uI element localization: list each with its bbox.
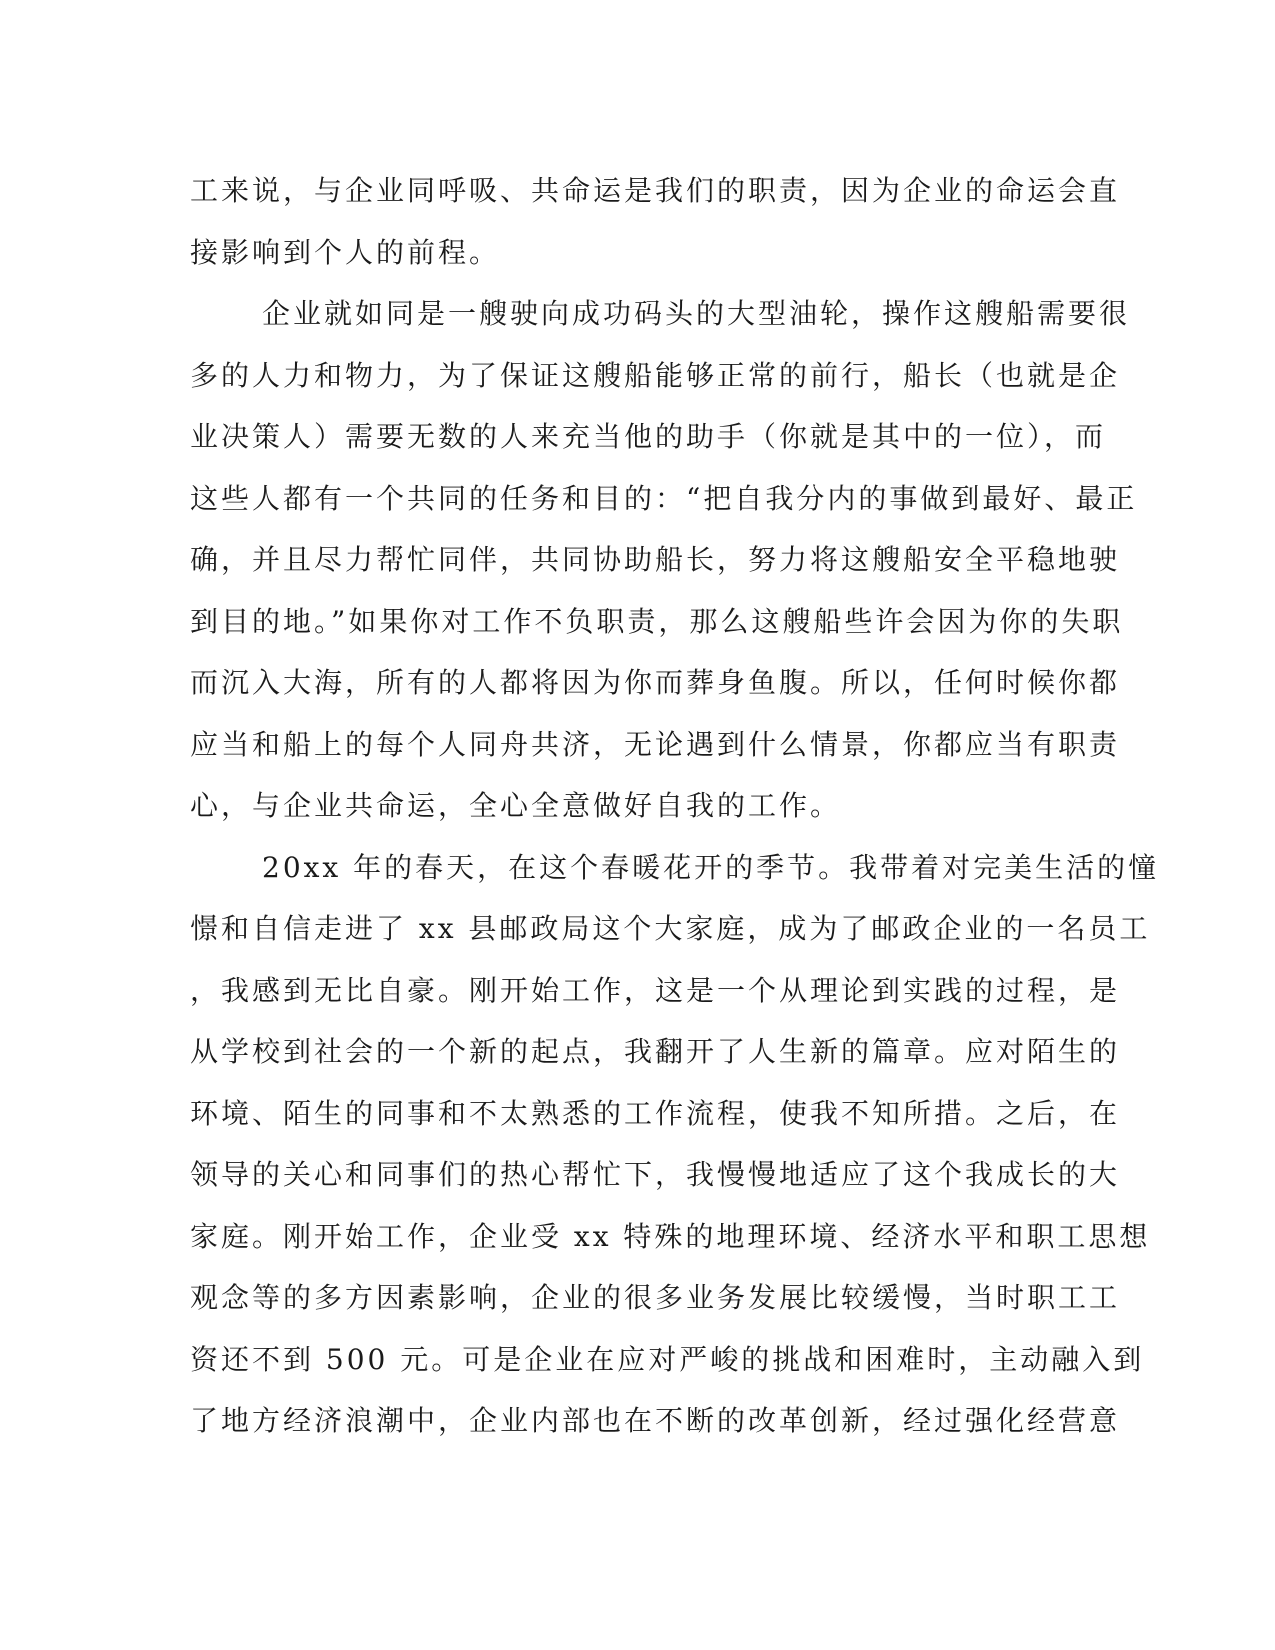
text-line: 从学校到社会的一个新的起点，我翻开了人生新的篇章。应对陌生的 <box>190 1035 1121 1068</box>
text-line: ，我感到无比自豪。刚开始工作，这是一个从理论到实践的过程，是 <box>190 973 1121 1007</box>
text-line: 到目的地。”如果你对工作不负职责，那么这艘船些许会因为你的失职 <box>190 604 1124 638</box>
text-line: 家庭。刚开始工作，企业受 xx 特殊的地理环境、经济水平和职工思想 <box>190 1219 1151 1253</box>
body-text <box>190 160 1160 1452</box>
text-line: 接影响到个人的前程。 <box>190 235 501 269</box>
text-line: 憬和自信走进了 xx 县邮政局这个大家庭，成为了邮政企业的一名员工 <box>190 912 1151 945</box>
text-line: 应当和船上的每个人同舟共济，无论遇到什么情景，你都应当有职责 <box>190 727 1121 761</box>
text-line: 工来说，与企业同呼吸、共命运是我们的职责，因为企业的命运会直 <box>190 174 1121 207</box>
text-line: 确，并且尽力帮忙同伴，共同协助船长，努力将这艘船安全平稳地驶 <box>190 543 1121 576</box>
text-line: 观念等的多方因素影响，企业的很多业务发展比较缓慢，当时职工工 <box>190 1281 1121 1314</box>
text-line: 环境、陌生的同事和不太熟悉的工作流程，使我不知所措。之后，在 <box>190 1096 1121 1130</box>
text-line: 资还不到 500 元。可是企业在应对严峻的挑战和困难时，主动融入到 <box>190 1342 1145 1376</box>
paragraph-start-line: 企业就如同是一艘驶向成功码头的大型油轮，操作这艘船需要很 <box>262 297 1131 330</box>
paragraph-start-line: 20xx 年的春天，在这个春暖花开的季节。我带着对完美生活的憧 <box>262 850 1160 884</box>
text-line: 这些人都有一个共同的任务和目的：“把自我分内的事做到最好、最正 <box>190 481 1138 515</box>
text-line: 业决策人）需要无数的人来充当他的助手（你就是其中的一位），而 <box>190 420 1107 453</box>
text-line: 多的人力和物力，为了保证这艘船能够正常的前行，船长（也就是企 <box>190 358 1121 392</box>
text-line: 领导的关心和同事们的热心帮忙下，我慢慢地适应了这个我成长的大 <box>190 1158 1121 1191</box>
text-line: 心，与企业共命运，全心全意做好自我的工作。 <box>190 789 842 822</box>
text-line: 而沉入大海，所有的人都将因为你而葬身鱼腹。所以，任何时候你都 <box>190 666 1121 699</box>
text-line: 了地方经济浪潮中，企业内部也在不断的改革创新，经过强化经营意 <box>190 1404 1121 1437</box>
